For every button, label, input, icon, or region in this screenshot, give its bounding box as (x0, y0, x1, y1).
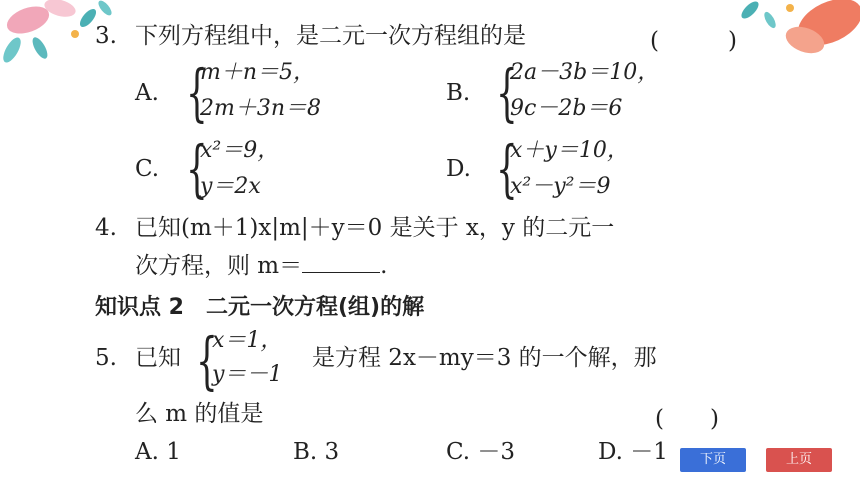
option-value: －1 (630, 439, 668, 465)
floral-decoration-right (720, 0, 860, 70)
question-3-stem (95, 22, 526, 50)
option-d-eq1: x＋y＝10， (510, 138, 629, 163)
question-5-line1-rest: 是方程 2x－my＝3 的一个解，那 (312, 345, 657, 371)
next-page-button[interactable]: 下页 (680, 448, 746, 472)
option-label: D. (598, 439, 623, 465)
q5-eq1: x＝1， (212, 328, 283, 353)
option-label: A. (135, 439, 159, 465)
question-4-line1 (95, 214, 614, 242)
option-value: 3 (324, 439, 340, 465)
question-text: 下列方程组中，是二元一次方程组的是 (135, 23, 526, 49)
prev-page-button[interactable]: 上页 (766, 448, 832, 472)
option-d-label: D. (446, 156, 471, 182)
question-5-start (95, 344, 181, 372)
brace: { (496, 56, 518, 129)
option-value: 1 (166, 439, 181, 465)
option-c-eq2: y＝2x (200, 174, 261, 199)
option-value: －3 (477, 439, 516, 465)
section-heading: 知识点 2 二元一次方程(组)的解 (95, 295, 425, 320)
question-text: 已知(m＋1)x|m|＋y＝0 是关于 x，y 的二元一 (135, 215, 615, 241)
option-c-label: C. (135, 156, 160, 182)
brace: { (186, 56, 208, 129)
option-d-eq2: x²－y²＝9 (510, 174, 611, 199)
question-number: 3. (95, 23, 117, 49)
option-label: B. (293, 439, 318, 465)
question-5-line2: 么 m 的值是 (135, 401, 264, 427)
option-b-eq2: 9c－2b＝6 (510, 96, 623, 121)
option-c-eq1: x²＝9， (200, 138, 280, 163)
q5-option-a (135, 438, 181, 466)
question-number: 4. (95, 215, 117, 241)
q5-option-d (598, 438, 668, 466)
question-text: 已知 (135, 345, 181, 371)
answer-paren: ( ) (650, 28, 737, 54)
q5-option-c (446, 438, 515, 466)
question-text: 次方程，则 m＝ (135, 253, 303, 279)
option-a-eq2: 2m＋3n＝8 (200, 96, 322, 121)
period: . (380, 253, 388, 279)
option-label: C. (446, 439, 471, 465)
answer-blank (302, 252, 380, 273)
answer-paren: ( ) (655, 406, 719, 432)
q5-option-b (293, 438, 339, 466)
option-b-label: B. (446, 80, 471, 106)
option-a-eq1: m＋n＝5， (200, 60, 316, 85)
brace: { (496, 132, 518, 205)
option-b-eq1: 2a－3b＝10， (510, 60, 660, 85)
q5-eq2: y＝－1 (212, 362, 283, 387)
question-4-line2 (135, 252, 387, 280)
brace: { (196, 324, 218, 397)
question-number: 5. (95, 345, 117, 371)
option-a-label: A. (135, 80, 159, 106)
brace: { (186, 132, 208, 205)
